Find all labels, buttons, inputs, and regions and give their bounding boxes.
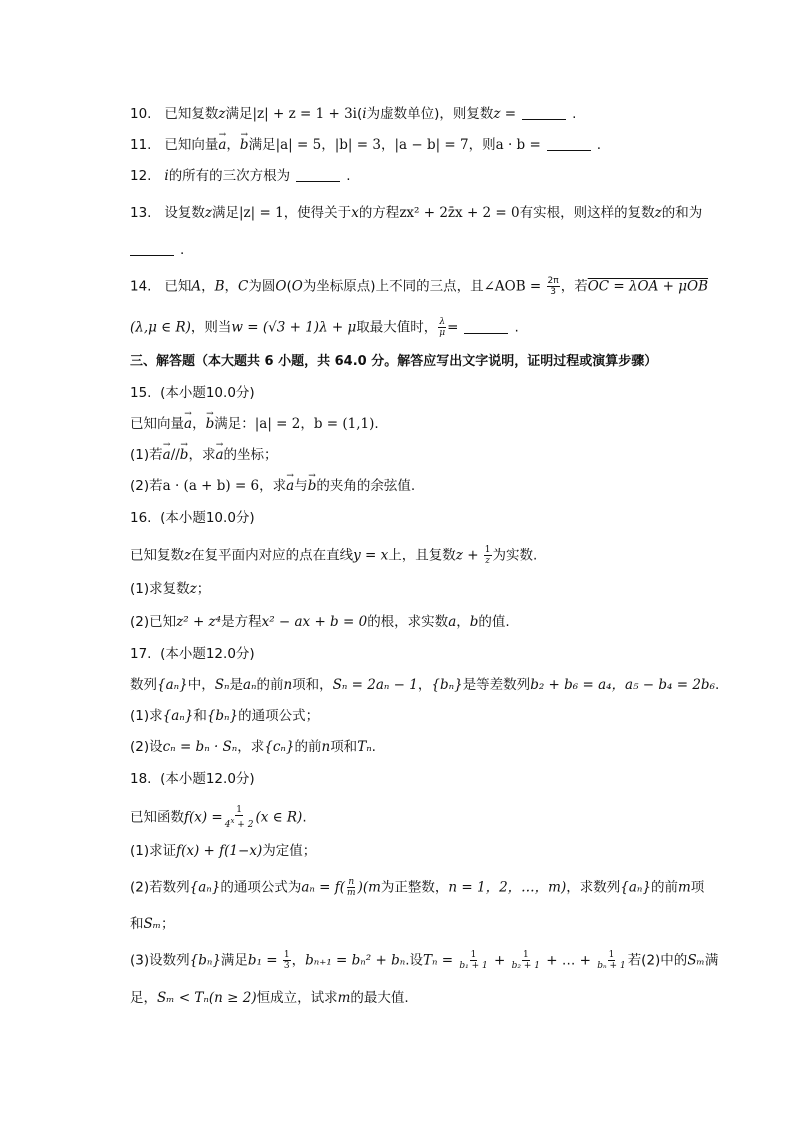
answer-blank: [522, 105, 566, 120]
question-18-head: 18. (本小题12.0分): [130, 771, 255, 787]
question-17-stem: 数列{aₙ}中，Sₙ是aₙ的前n项和，Sₙ = 2aₙ − 1，{bₙ}是等差数列b₂ + b₆ = a₄，a₅ − b₄ = 2b₆.: [130, 677, 720, 693]
question-17-head: 17. (本小题12.0分): [130, 646, 255, 662]
question-10: 10. 已知复数z满足|z| + z = 1 + 3i(i为虚数单位)，则复数z = .: [130, 106, 577, 122]
section-heading: 三、解答题（本大题共 6 小题，共 64.0 分。解答应写出文字说明，证明过程或演算步骤）: [130, 354, 658, 369]
question-15-part2: (2)若a · (a + b) = 6，求→ a与→ b的夹角的余弦值.: [130, 476, 734, 496]
question-12: 12. i的所有的三次方根为 .: [130, 168, 351, 184]
question-18-part2-line2: 和Sₘ；: [130, 916, 175, 932]
answer-blank: [296, 167, 340, 182]
question-17-part2: (2)设cₙ = bₙ · Sₙ，求{cₙ}的前n项和Tₙ.: [130, 739, 376, 755]
question-15-part1: (1)若→ a//→ b，求→ a的坐标；: [130, 445, 734, 465]
question-17-part1: (1)求{aₙ}和{bₙ}的通项公式；: [130, 708, 320, 724]
question-18-part3-line2: 足，Sₘ < Tₙ(n ≥ 2)恒成立，试求m的最大值.: [130, 990, 409, 1006]
answer-blank: [547, 136, 591, 151]
answer-blank: [464, 319, 508, 334]
question-13-line2: .: [130, 240, 734, 260]
question-16-stem: 已知复数z在复平面内对应的点在直线y = x上，且复数z + $\frac{1}{z}$ 为实数.: [130, 545, 538, 566]
question-18-stem: 已知函数f(x) = $\frac{1}{4^x + 2}$ (x ∈ R).: [130, 805, 307, 830]
question-16-head: 16. (本小题10.0分): [130, 510, 255, 526]
question-18-part2: (2)若数列{aₙ}的通项公式为aₙ = f( $\frac{n}{m}$ )(m为正整数，n = 1，2，…，m)，求数列{aₙ}的前m项: [130, 877, 705, 898]
answer-blank: [130, 241, 174, 256]
question-11: 11. 已知向量→ a，→ b满足|a| = 5，|b| = 3，|a − b| = 7，则a · b = .: [130, 135, 734, 155]
question-14-line2: (λ,μ ∈ R)，则当w = (√3 + 1)λ + μ取最大值时， $\frac{\lambda}{\mu}$ = .: [130, 317, 519, 338]
question-18-part1: (1)求证f(x) + f(1−x)为定值；: [130, 843, 317, 859]
question-16-part2: (2)已知z² + z⁴是方程x² − ax + b = 0的根，求实数a，b的值.: [130, 614, 510, 630]
question-15-stem: 已知向量→ a，→ b满足：|a| = 2，b = (1,1).: [130, 414, 734, 434]
question-18-part3: (3)设数列{bₙ}满足b₁ = $\frac{1}{3}$ ，bₙ₊₁ = bₙ² + bₙ.设Tₙ = $\frac{1}{\text{b₁ + 1}}$ + $\frac{1}{\text{b₂ + 1}}$ + … + $\frac{1}{\text{bₙ + 1}}$ 若(2)中的Sₘ满: [130, 950, 719, 971]
question-15-head: 15. (本小题10.0分): [130, 385, 255, 401]
question-13: 13. 设复数z满足|z| = 1，使得关于x的方程zx² + 2z̄x + 2 = 0有实根，则这样的复数z的和为: [130, 205, 703, 221]
question-16-part1: (1)求复数z；: [130, 581, 211, 597]
question-14: 14. 已知A，B，C为圆O(O为坐标原点)上不同的三点，且∠AOB = $\frac{2\pi}{3}$ ，若OC = λOA + μOB: [130, 276, 709, 297]
